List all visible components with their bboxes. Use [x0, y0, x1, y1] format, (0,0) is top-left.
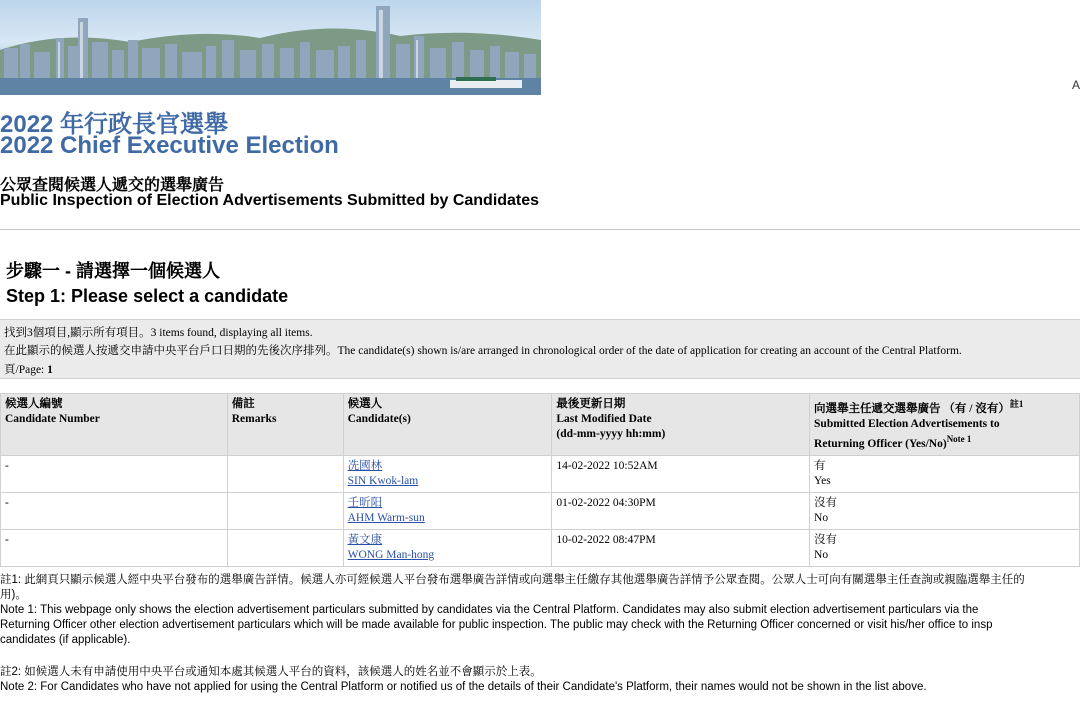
- submitted-value-en: No: [814, 511, 829, 524]
- header-text-en-2: [814, 432, 1075, 452]
- note-ref-cn: 註1: [1009, 399, 1024, 409]
- header-text-cn: 候選人編號: [5, 398, 63, 410]
- harbour-banner-image: [0, 0, 541, 95]
- table-row: [1, 492, 1080, 529]
- cell-last-modified: 10-02-2022 08:47PM: [552, 529, 810, 566]
- step-title-en: Step 1: Please select a candidate: [6, 286, 289, 306]
- candidate-link-cn[interactable]: 冼國林: [347, 459, 383, 472]
- header-last-modified: [552, 394, 810, 456]
- cell-last-modified: 14-02-2022 10:52AM: [552, 455, 810, 492]
- cell-submitted: [810, 492, 1080, 529]
- cell-remarks: [227, 455, 343, 492]
- header-text-cn: 候選人: [347, 398, 383, 410]
- header-candidate-number: [1, 394, 228, 456]
- cell-candidate: [343, 529, 552, 566]
- header-text-cn: [814, 397, 1075, 417]
- cell-last-modified: 01-02-2022 04:30PM: [552, 492, 810, 529]
- header-text-en: Candidate Number: [5, 413, 100, 425]
- cell-remarks: [227, 492, 343, 529]
- pagination: [4, 361, 53, 377]
- note-1-en-line2: Returning Officer other election advertisement particulars which will be made available for public inspection. The public may check with the Returning Officer concerned or visit his/her office to insp: [0, 619, 993, 631]
- table-header-row: [1, 394, 1080, 456]
- candidate-link-en[interactable]: WONG Man-hong: [347, 548, 435, 561]
- submitted-value-cn: 沒有: [814, 496, 838, 509]
- note-1-en-line1: Note 1: This webpage only shows the election advertisement particulars submitted by candidates via the Central Platform. Candidates may also submit election advertisement particulars via the: [0, 604, 979, 616]
- header-date-format: (dd-mm-yyyy hh:mm): [556, 428, 666, 440]
- step-title-cn: 步驟一 - 請選擇一個候選人: [6, 261, 220, 281]
- table-row: [1, 455, 1080, 492]
- cell-submitted: [810, 455, 1080, 492]
- results-count-text: 找到3個項目,顯示所有項目。3 items found, displaying all items.: [4, 327, 313, 339]
- header-remarks: [227, 394, 343, 456]
- page-label: 頁/Page:: [4, 364, 45, 376]
- edge-mark-text: A: [1071, 78, 1080, 92]
- header-submitted-en2: Returning Officer (Yes/No): [814, 437, 947, 450]
- cell-remarks: [227, 529, 343, 566]
- submitted-value-cn: 沒有: [814, 533, 838, 546]
- note-1-cn-line2: 用)。: [0, 589, 27, 601]
- page-subtitle-en: Public Inspection of Election Advertisements Submitted by Candidates: [0, 192, 540, 209]
- table-row: [1, 529, 1080, 566]
- note-1-cn-line1: 註1: 此網頁只顯示候選人經中央平台發布的選舉廣告詳情。候選人亦可經候選人平台發布選舉廣告詳情或向選舉主任繳存其他選舉廣告詳情予公眾查閱。公眾人士可向有關選舉主任查詢或親臨選舉主任的: [0, 574, 1025, 586]
- candidate-link-en[interactable]: SIN Kwok-lam: [347, 474, 419, 487]
- header-candidates: [343, 394, 552, 456]
- cell-candidate: [343, 455, 552, 492]
- cell-candidate-number: -: [1, 529, 228, 566]
- cell-candidate-number: -: [1, 455, 228, 492]
- header-text-cn: 最後更新日期: [556, 398, 626, 410]
- page-title-en: 2022 Chief Executive Election: [0, 132, 339, 159]
- submitted-value-cn: 有: [814, 459, 826, 472]
- header-submitted-ads: [810, 394, 1080, 456]
- cell-candidate: [343, 492, 552, 529]
- header-text-en: Candidate(s): [347, 413, 411, 425]
- header-text-en: Submitted Election Advertisements to: [814, 417, 1000, 430]
- candidate-link-en[interactable]: AHM Warm-sun: [347, 511, 425, 524]
- cell-submitted: [810, 529, 1080, 566]
- cell-candidate-number: -: [1, 492, 228, 529]
- results-order-text: 在此顯示的候選人按遞交申請中央平台戶口日期的先後次序排列。The candidate(s) shown is/are arranged in chronological order of the date of application for creating an account of the Central Platform.: [4, 345, 962, 357]
- header-submitted-cn: 向選舉主任遞交選舉廣告 （有 / 沒有）: [814, 402, 1010, 415]
- note-ref-en: Note 1: [946, 433, 972, 444]
- note-1-en-line3: candidates (if applicable).: [0, 634, 131, 646]
- skyline-illustration: [0, 0, 541, 95]
- page-title-cn: 2022 年行政長官選舉: [0, 111, 229, 138]
- header-text-en: Remarks: [231, 413, 277, 425]
- candidates-table: [0, 393, 1080, 567]
- header-text-en: Last Modified Date: [556, 413, 652, 425]
- header-divider: [0, 229, 1080, 230]
- submitted-value-en: Yes: [814, 474, 831, 487]
- current-page-number: 1: [47, 364, 53, 376]
- note-2: [0, 665, 1080, 695]
- header-text-cn: 備註: [231, 398, 255, 410]
- submitted-value-en: No: [814, 548, 829, 561]
- note-1: [0, 573, 1080, 648]
- candidate-link-cn[interactable]: 壬昕阳: [347, 496, 383, 509]
- note-2-en: Note 2: For Candidates who have not applied for using the Central Platform or notified us of the details of their Candidate's Platform, their names would not be shown in the list above.: [0, 681, 927, 693]
- note-2-cn: 註2: 如候選人未有申請使用中央平台或通知本處其候選人平台的資料，該候選人的姓名並不會顯示於上表。: [0, 666, 542, 678]
- results-info-panel: [0, 319, 1080, 379]
- page-subtitle-cn: 公眾查閱候選人遞交的選舉廣告: [0, 177, 225, 194]
- candidate-link-cn[interactable]: 黃文康: [347, 533, 383, 546]
